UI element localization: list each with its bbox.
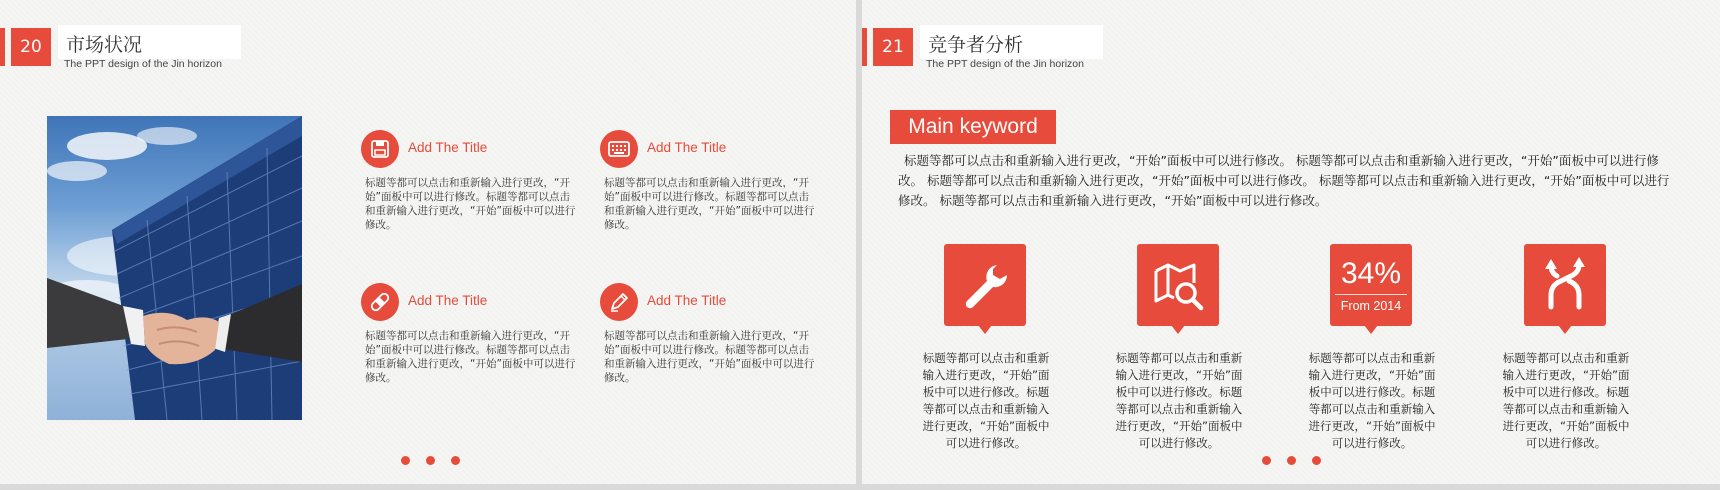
slide-title: 市场状况 <box>66 34 143 56</box>
header-accent-bar <box>0 28 5 66</box>
keyboard-icon <box>600 130 638 168</box>
feature-title: Add The Title <box>647 140 727 155</box>
page-dot <box>426 456 435 465</box>
page-dot <box>1262 456 1271 465</box>
bandage-icon <box>361 283 399 321</box>
page-dot <box>401 456 410 465</box>
card-pointer <box>1171 325 1185 334</box>
percentage-badge <box>1330 244 1412 326</box>
stat-divider <box>1335 294 1407 295</box>
handshake-building-photo <box>47 116 302 420</box>
card-description: 标题等都可以点击和重新输入进行更改，“开始”面板中可以进行修改。标题等都可以点击和重新输入进行更改，“开始”面板中可以进行修改。 <box>1308 351 1436 450</box>
pen-icon <box>600 283 638 321</box>
slide-subtitle: The PPT design of the Jin horizon <box>926 58 1084 70</box>
slide-number: 21 <box>873 28 913 66</box>
page-dot <box>1287 456 1296 465</box>
main-keyword-label: Main keyword <box>890 110 1056 144</box>
card-description: 标题等都可以点击和重新输入进行更改，“开始”面板中可以进行修改。标题等都可以点击和重新输入进行更改，“开始”面板中可以进行修改。 <box>922 351 1050 450</box>
card-description: 标题等都可以点击和重新输入进行更改，“开始”面板中可以进行修改。标题等都可以点击和重新输入进行更改，“开始”面板中可以进行修改。 <box>1502 351 1630 450</box>
merge-arrows-icon <box>1524 244 1606 326</box>
slide-number: 20 <box>11 28 51 66</box>
feature-description: 标题等都可以点击和重新输入进行更改，“开始”面板中可以进行修改。标题等都可以点击和重新输入进行更改，“开始”面板中可以进行修改。 <box>604 177 815 231</box>
pagination-dots <box>401 456 460 465</box>
page-dot <box>451 456 460 465</box>
slide-competitor-analysis <box>862 0 1720 484</box>
map-search-icon <box>1137 244 1219 326</box>
intro-paragraph: 标题等都可以点击和重新输入进行更改，“开始”面板中可以进行修改。 标题等都可以点击和重新输入进行更改，“开始”面板中可以进行修改。 标题等都可以点击和重新输入进行更改，“开始”面板中可以进行修改。 标题等都可以点击和重新输入进行更改，“开始”面板中可以进行修改。 标题等都可以点击和重新输入进行更改，“开始”面板中可以进行修改。 <box>898 153 1670 208</box>
slide-subtitle: The PPT design of the Jin horizon <box>64 58 222 70</box>
pagination-dots <box>1262 456 1321 465</box>
card-pointer <box>1558 325 1572 334</box>
feature-title: Add The Title <box>408 293 488 308</box>
stat-value: 34% <box>1340 256 1402 290</box>
slide-title: 竞争者分析 <box>928 34 1024 56</box>
stat-caption: From 2014 <box>1340 298 1402 313</box>
feature-title: Add The Title <box>647 293 727 308</box>
card-pointer <box>978 325 992 334</box>
slide-market-status <box>0 0 856 484</box>
card-pointer <box>1364 325 1378 334</box>
page-dot <box>1312 456 1321 465</box>
floppy-disk-icon <box>361 130 399 168</box>
wrench-icon <box>944 244 1026 326</box>
card-description: 标题等都可以点击和重新输入进行更改，“开始”面板中可以进行修改。标题等都可以点击和重新输入进行更改，“开始”面板中可以进行修改。 <box>1115 351 1243 450</box>
header-accent-bar <box>862 28 867 66</box>
feature-description: 标题等都可以点击和重新输入进行更改，“开始”面板中可以进行修改。标题等都可以点击和重新输入进行更改，“开始”面板中可以进行修改。 <box>365 177 576 231</box>
feature-description: 标题等都可以点击和重新输入进行更改，“开始”面板中可以进行修改。标题等都可以点击和重新输入进行更改，“开始”面板中可以进行修改。 <box>365 330 576 384</box>
feature-description: 标题等都可以点击和重新输入进行更改，“开始”面板中可以进行修改。标题等都可以点击和重新输入进行更改，“开始”面板中可以进行修改。 <box>604 330 815 384</box>
feature-title: Add The Title <box>408 140 488 155</box>
